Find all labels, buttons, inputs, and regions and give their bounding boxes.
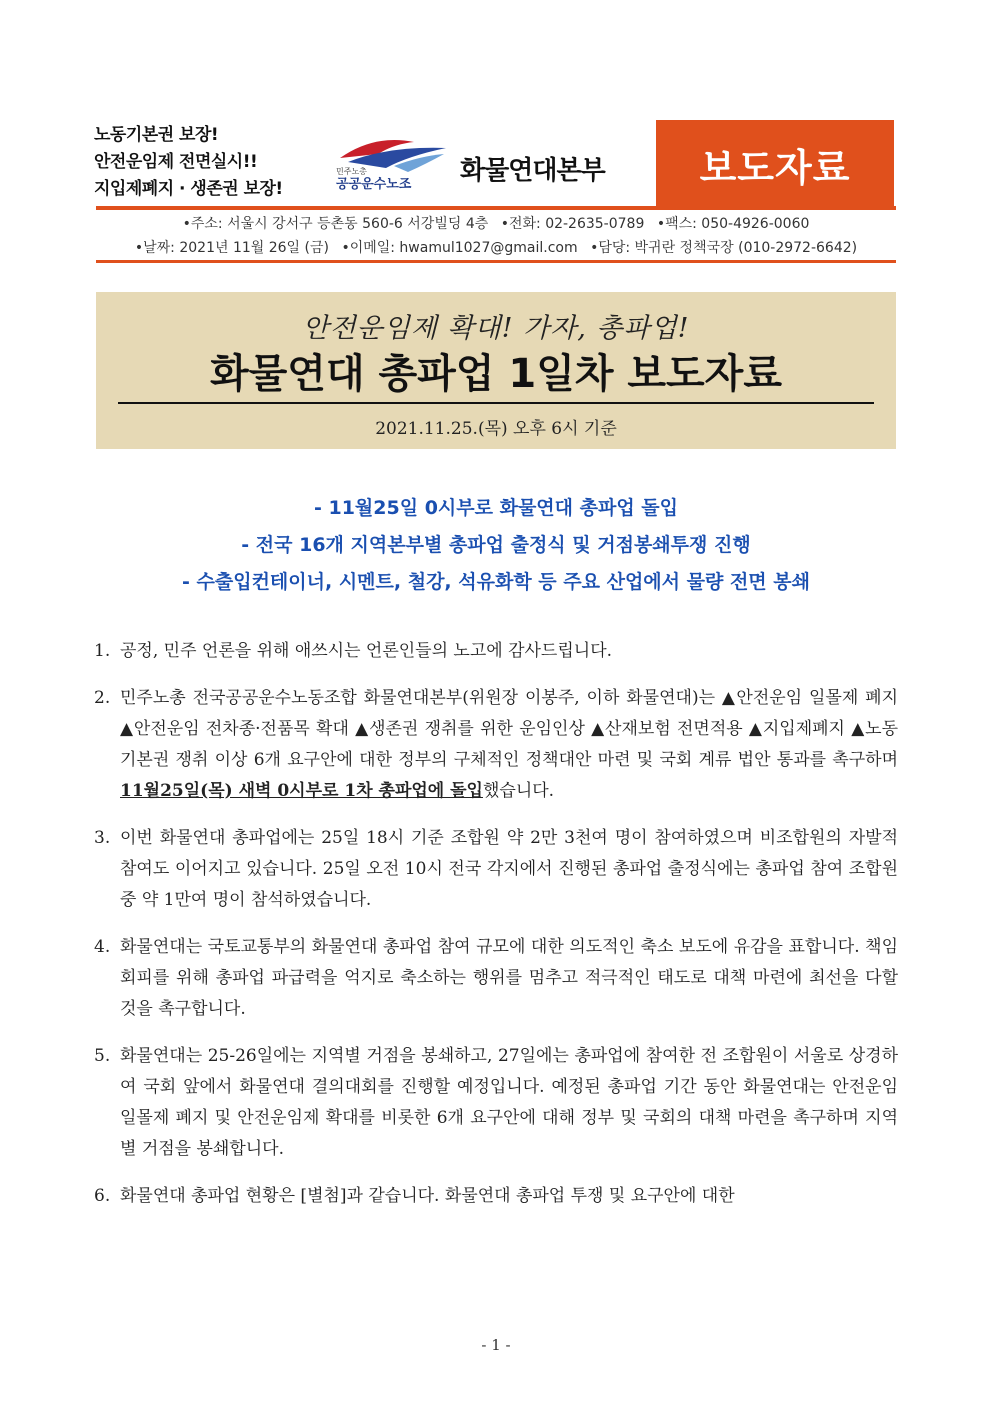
contact-person: •담당: 박귀란 정책국장 (010-2972-6642)	[590, 240, 858, 256]
slogans	[94, 122, 326, 203]
slogan-1: 노동기본권 보장!	[94, 125, 219, 145]
highlight-2: - 전국 16개 지역본부별 총파업 출정식 및 거점봉쇄투쟁 진행	[241, 534, 751, 556]
time-basis: 2021.11.25.(목) 오후 6시 기준	[375, 419, 617, 439]
header-rule-bottom	[96, 260, 896, 263]
subtitle: 안전운임제 확대! 가자, 총파업!	[302, 313, 690, 344]
logo-small-text: 민주노총	[336, 167, 367, 176]
item-number: 6.	[94, 1186, 111, 1206]
item-number: 5.	[94, 1046, 111, 1066]
list-item	[94, 1041, 898, 1165]
item-text: 공정, 민주 언론을 위해 애쓰시는 언론인들의 노고에 감사드립니다.	[120, 641, 613, 661]
item-text: 화물연대는 25-26일에는 지역별 거점을 봉쇄하고, 27일에는 총파업에 참여한 전 조합원이 서울로 상경하여 국회 앞에서 화물연대 결의대회를 진행할 예정입니다. 예정된 총파업 기간 동안 화물연대는 안전운임 일몰제 폐지 및 안전운임제 확대를 비롯한 6개 요구안에 대해 정부 및 국회의 대책 마련을 촉구하며 지역별 거점을 봉쇄합니다.	[120, 1046, 898, 1159]
item-text-part: 민주노총 전국공공운수노동조합 화물연대본부(위원장 이봉주, 이하 화물연대)는 ▲안전운임 일몰제 폐지 ▲안전운임 전차종·전품목 확대 ▲생존권 쟁취를 위한 운임인상 ▲산재보험 전면적용 ▲지입제폐지 ▲노동기본권 쟁취 이상 6개 요구안에 대한 정부의 구체적인 정책대안 마련 및 국회 계류 법안 통과를 촉구하며	[120, 688, 898, 770]
title-box	[96, 292, 896, 449]
page-title: 화물연대 총파업 1일차 보도자료	[210, 351, 782, 397]
list-item	[94, 932, 898, 1025]
item-text: 이번 화물연대 총파업에는 25일 18시 기준 조합원 약 2만 3천여 명이 참여하였으며 비조합원의 자발적 참여도 이어지고 있습니다. 25일 오전 10시 전국 각지에서 진행된 총파업 출정식에는 총파업 참여 조합원 중 약 1만여 명이 참석하였습니다.	[120, 828, 898, 910]
item-text: 화물연대는 국토교통부의 화물연대 총파업 참여 규모에 대한 의도적인 축소 보도에 유감을 표합니다. 책임 회피를 위해 총파업 파급력을 억지로 축소하는 행위를 멈추고 적극적인 태도로 대책 마련에 최선을 다할 것을 촉구합니다.	[120, 937, 898, 1019]
highlight-3: - 수출입컨테이너, 시멘트, 철강, 석유화학 등 주요 산업에서 물량 전면 봉쇄	[182, 571, 810, 593]
list-item	[94, 823, 898, 916]
date: •날짜: 2021년 11월 26일 (금)	[134, 240, 329, 256]
logo-text: 공공운수노조	[336, 177, 412, 192]
list-item	[94, 683, 898, 807]
item-number: 1.	[94, 641, 111, 661]
contact-line-1	[96, 213, 896, 233]
item-number: 2.	[94, 688, 111, 708]
item-text	[120, 683, 898, 807]
contact-line-2	[96, 237, 896, 257]
email: •이메일: hwamul1027@gmail.com	[341, 240, 578, 256]
page-number: - 1 -	[481, 1336, 511, 1354]
fax: •팩스: 050-4926-0060	[656, 216, 810, 232]
item-number: 4.	[94, 937, 111, 957]
item-text-part: 했습니다.	[482, 781, 555, 801]
title-divider	[118, 402, 874, 404]
union-logo	[334, 128, 452, 194]
press-release-label: 보도자료	[656, 120, 894, 208]
item-number: 3.	[94, 828, 111, 848]
list-item	[94, 1181, 898, 1212]
slogan-2: 안전운임제 전면실시!!	[94, 152, 258, 172]
slogan-3: 지입제폐지 · 생존권 보장!	[94, 179, 283, 199]
address: •주소: 서울시 강서구 등촌동 560-6 서강빌딩 4층	[182, 216, 489, 232]
highlights	[96, 490, 896, 601]
item-text: 화물연대 총파업 현황은 [별첨]과 같습니다. 화물연대 총파업 투쟁 및 요구안에 대한	[120, 1186, 735, 1206]
phone: •전화: 02-2635-0789	[500, 216, 645, 232]
item-emphasis: 11월25일(목) 새벽 0시부로 1차 총파업에 돌입	[120, 781, 483, 801]
org-name: 화물연대본부	[460, 156, 605, 186]
highlight-1: - 11월25일 0시부로 화물연대 총파업 돌입	[313, 497, 679, 519]
list-item	[94, 636, 898, 667]
header-rule-top	[96, 206, 896, 210]
body-text	[94, 636, 898, 1228]
